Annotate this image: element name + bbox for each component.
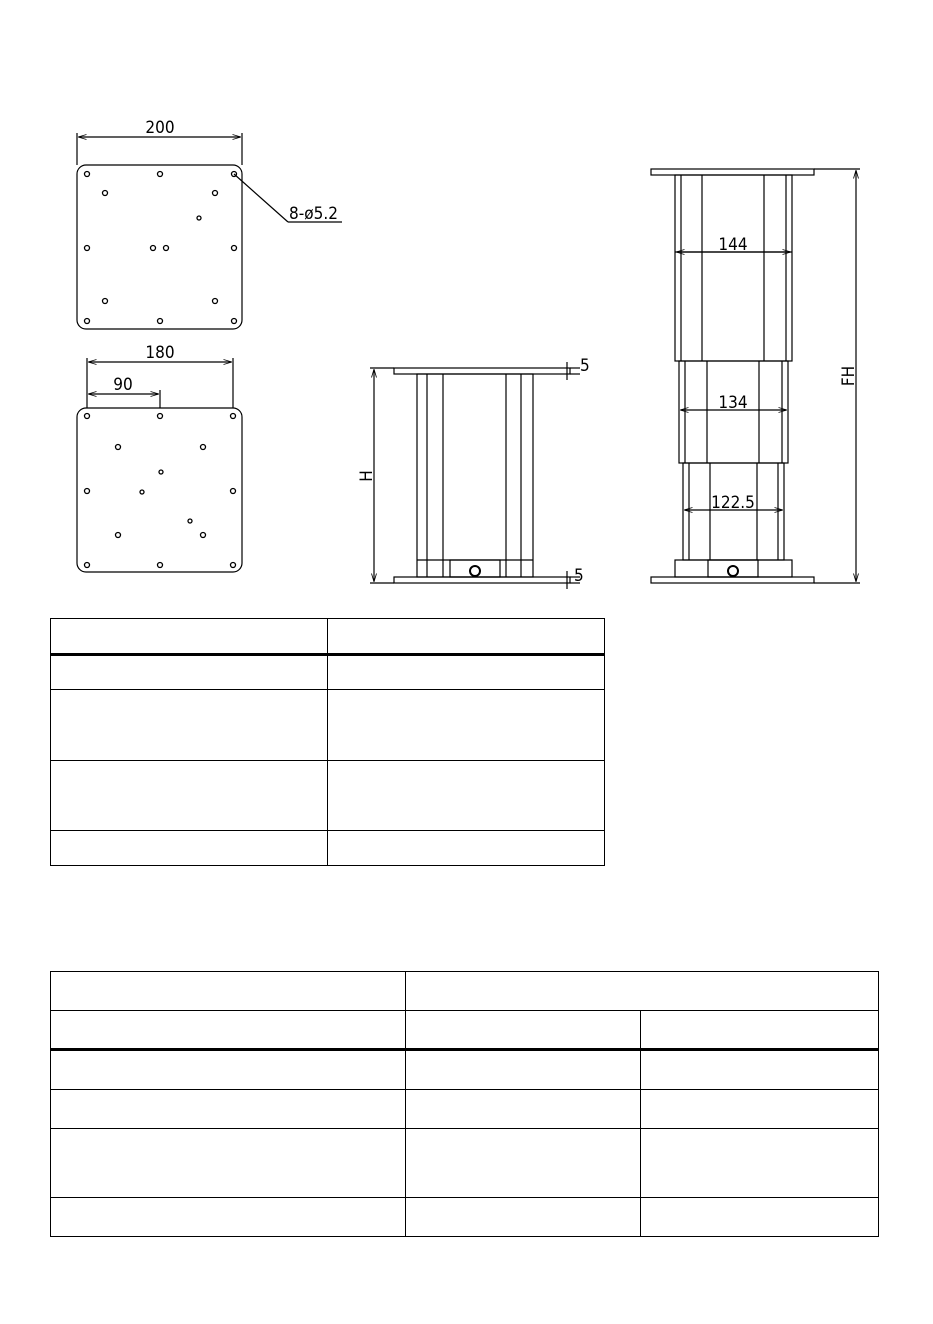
bottom-plate-view: [77, 358, 242, 572]
top-plate-outline: [77, 165, 242, 329]
bottom-plate-width-label: 180: [145, 343, 175, 363]
table-cell: [641, 1011, 879, 1050]
mount-hole: [188, 519, 192, 523]
mount-hole: [213, 191, 218, 196]
table-row: [51, 1198, 879, 1237]
side-height-label: H: [357, 470, 377, 482]
mount-hole: [151, 246, 156, 251]
table-cell: [51, 761, 328, 831]
ext-motor-block: [708, 560, 758, 577]
spec-table-2: [50, 971, 879, 1237]
table-row: [51, 761, 605, 831]
table-cell: [51, 619, 328, 655]
table-cell: [51, 1129, 406, 1198]
full-height-label: FH: [839, 365, 859, 387]
table-cell: [51, 1198, 406, 1237]
ext-base-block: [675, 560, 792, 577]
table-cell: [327, 761, 605, 831]
mount-hole: [116, 533, 121, 538]
table-cell: [405, 1129, 641, 1198]
side-top-plate: [394, 368, 570, 374]
mount-hole: [140, 490, 144, 494]
mount-hole: [158, 414, 163, 419]
table-cell: [405, 1090, 641, 1129]
bottom-thickness-label: 5: [574, 566, 584, 586]
stage2-width-label: 134: [718, 393, 748, 413]
ext-screw-icon: [728, 566, 738, 576]
top-plate-width-label: 200: [145, 118, 175, 138]
table-row: [51, 1050, 879, 1090]
table-cell: [51, 1050, 406, 1090]
bottom-plate-outline: [77, 408, 242, 572]
table-row: [51, 655, 605, 690]
mount-hole: [231, 489, 236, 494]
table-row: [51, 690, 605, 761]
table-row: [51, 831, 605, 866]
table-row: [51, 1129, 879, 1198]
table-row: [51, 972, 879, 1011]
extended-view: [651, 169, 860, 583]
hole-callout-label: 8-ø5.2: [289, 204, 338, 224]
mount-hole: [231, 563, 236, 568]
mount-hole: [159, 470, 163, 474]
top-thickness-label: 5: [580, 356, 590, 376]
table-cell: [51, 1011, 406, 1050]
table-cell: [641, 1129, 879, 1198]
table-row: [51, 1090, 879, 1129]
mount-hole: [201, 445, 206, 450]
top-plate-holes: [85, 172, 237, 324]
table-cell: [641, 1198, 879, 1237]
mount-hole: [85, 172, 90, 177]
ext-bottom-plate: [651, 577, 814, 583]
mount-hole: [158, 172, 163, 177]
table-header-span: [405, 972, 878, 1011]
stage1-width-label: 144: [718, 235, 748, 255]
mount-hole: [116, 445, 121, 450]
table-cell: [51, 1090, 406, 1129]
table-cell: [405, 1011, 641, 1050]
side-motor-block: [450, 560, 500, 577]
table-cell: [641, 1090, 879, 1129]
mount-hole: [231, 414, 236, 419]
mount-hole: [232, 319, 237, 324]
ext-stage-1: [675, 175, 792, 361]
mount-hole: [158, 563, 163, 568]
side-column: [417, 374, 533, 577]
table-cell: [51, 655, 328, 690]
mount-hole: [103, 299, 108, 304]
mount-hole: [85, 563, 90, 568]
side-screw-icon: [470, 566, 480, 576]
table-cell: [641, 1050, 879, 1090]
table-cell: [51, 690, 328, 761]
table-cell: [51, 972, 406, 1011]
table-cell: [327, 655, 605, 690]
ext-top-plate: [651, 169, 814, 175]
mount-hole: [197, 216, 201, 220]
mount-hole: [232, 246, 237, 251]
table-row: [51, 1011, 879, 1050]
bottom-plate-holes: [85, 414, 236, 568]
stage3-width-label: 122.5: [711, 493, 755, 513]
table-cell: [405, 1198, 641, 1237]
mount-hole: [201, 533, 206, 538]
top-plate-view: [77, 133, 342, 329]
mount-hole: [158, 319, 163, 324]
mount-hole: [85, 319, 90, 324]
spec-table-1: [50, 618, 605, 866]
mount-hole: [103, 191, 108, 196]
side-view-retracted: [370, 362, 580, 589]
table-row: [51, 619, 605, 655]
table-cell: [405, 1050, 641, 1090]
side-bottom-plate: [394, 577, 570, 583]
mount-hole: [85, 489, 90, 494]
bottom-plate-half-label: 90: [113, 375, 133, 395]
mount-hole: [85, 414, 90, 419]
table-cell: [327, 831, 605, 866]
mount-hole: [164, 246, 169, 251]
mount-hole: [213, 299, 218, 304]
mount-hole: [85, 246, 90, 251]
table-cell: [51, 831, 328, 866]
table-cell: [327, 619, 605, 655]
table-cell: [327, 690, 605, 761]
